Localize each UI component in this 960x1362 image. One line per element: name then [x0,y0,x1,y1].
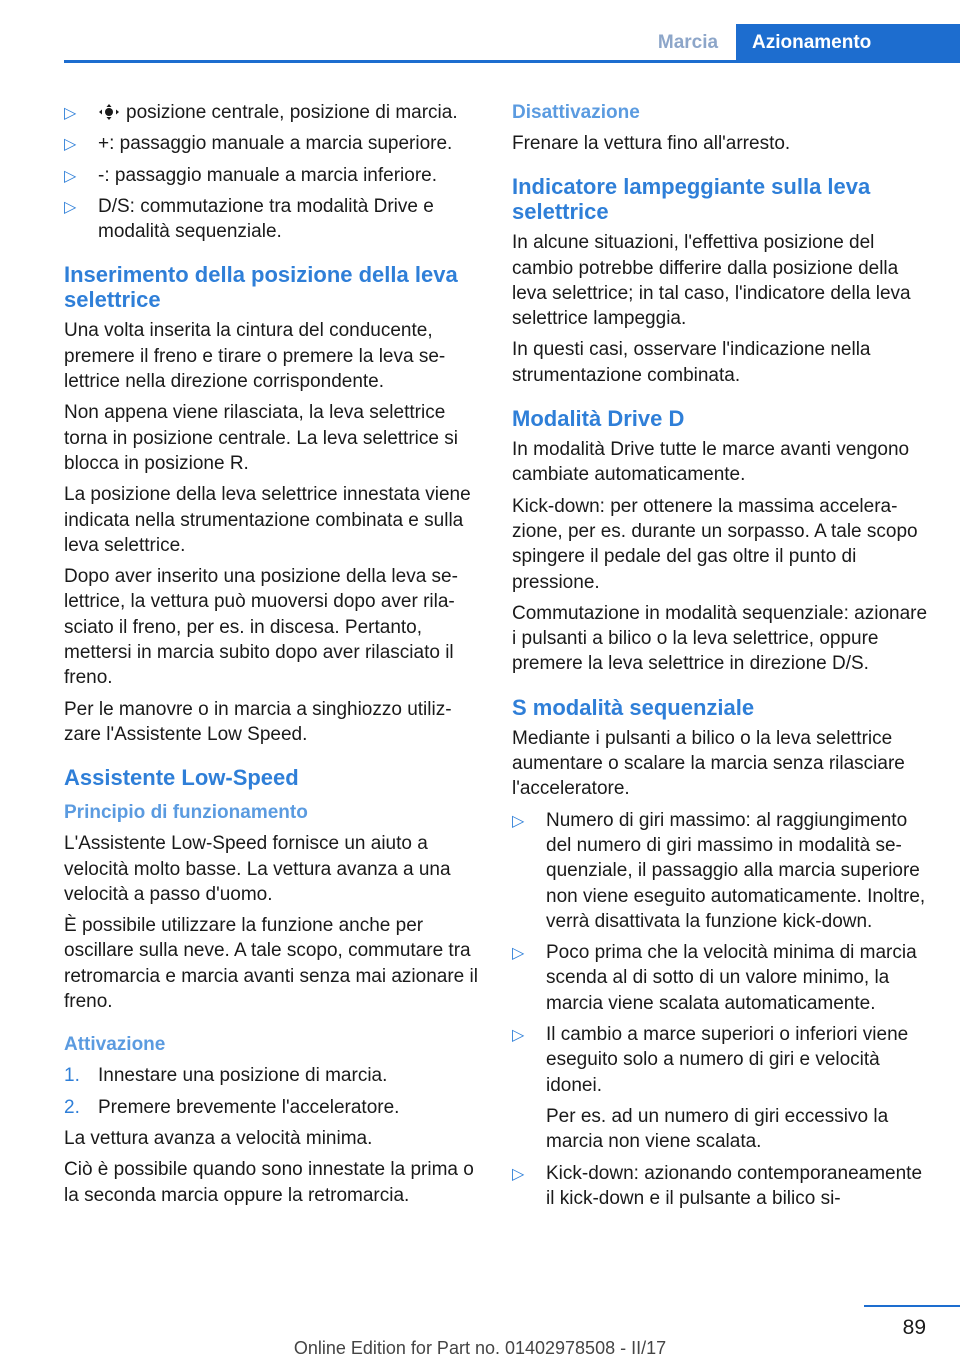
lever-positions-list [64,100,479,244]
paragraph: Non appena viene rilasciata, la leva selettrice torna in posizione centrale. La leva selettrice si blocca in posizione R. [64,402,458,474]
list-item-text: -: passaggio manuale a marcia inferiore. [98,164,438,186]
step-number: 1. [64,1065,80,1087]
list-item [64,131,479,156]
triangle-right-outline-icon: ▷ [512,945,525,963]
paragraph: È possibile utilizzare la funzione anche per oscillare sulla neve. A tale scopo, commutare tra retromarcia e marcia avanti senza mai azionare il freno. [64,915,478,1013]
step-number: 2. [64,1096,80,1118]
list-item-text: Il cambio a marce superiori o inferiori viene eseguito solo a numero di giri e velocità idonei. [546,1024,909,1096]
footer-edition-text: Online Edition for Part no. 01402978508 - II/17 [293,1338,667,1358]
paragraph: In modalità Drive tutte le marce avanti vengono cambiate automaticamente. [512,439,910,486]
step-text: Premere brevemente l'acceleratore. [98,1096,400,1118]
triangle-right-outline-icon: ▷ [64,167,77,185]
list-item [64,100,479,125]
paragraph: Frenare la vettura fino all'arresto. [512,133,791,154]
footer-rule [864,1305,960,1307]
section-heading: Assistente Low-Speed [64,765,299,791]
sequential-mode-list [512,808,928,1211]
list-item-text: Poco prima che la velocità minima di marcia scenda al di sotto di un valore minimo, la marcia viene scalata automaticamente. [546,942,917,1014]
paragraph: Dopo aver inserito una posizione della leva selettrice, la vettura può muoversi dopo aver rilasciato il freno, per es. in discesa. Pertanto, mettersi in marcia subito dopo aver rilasciato il freno. [64,566,458,689]
paragraph: In alcune situazioni, l'effettiva posizione del cambio potrebbe differire dalla posizione della leva selettrice; in tal caso, l'indicatore della leva selettrice lampeggia. [512,232,911,330]
section-heading: Modalità Drive D [512,406,685,432]
list-item-text: Numero di giri massimo: al raggiungimento del numero di giri massimo in modalità sequenziale, il passaggio alla marcia superiore non viene eseguito automaticamente. Inoltre, verrà disattivata la funzione kick-down. [546,809,926,932]
list-item [64,1063,479,1088]
left-column [64,100,479,1214]
right-column [512,100,928,1217]
paragraph: Commutazione in modalità sequenziale: azionare i pulsanti a bilico o la leva selettrice, oppure premere la leva selettrice in direzione D/S. [512,602,928,675]
tab-azionamento: Azionamento [736,24,960,62]
header-rule [64,60,960,63]
list-item-note: Per es. ad un numero di giri eccessivo la marcia non viene scalata. [546,1105,889,1153]
list-item [64,1095,479,1120]
gear-lever-center-icon [98,104,120,120]
list-item-text: posizione centrale, posizione di marcia. [126,102,458,123]
step-text: Innestare una posizione di marcia. [98,1065,388,1087]
list-item [512,1161,928,1212]
header-tabs [640,24,960,62]
list-item [512,808,928,934]
activation-steps [64,1063,479,1120]
subsection-heading: Attivazione [64,1034,166,1056]
paragraph: Una volta inserita la cintura del conducente, premere il freno e tirare o premere la leva selettrice nella direzione corrispondente. [64,320,446,393]
list-item-text: +: passaggio manuale a marcia superiore. [98,133,453,155]
section-heading: Indicatore lampeggiante sulla leva selettrice [512,174,871,225]
list-item [64,194,479,245]
subsection-heading: Principio di funzionamento [64,802,308,824]
list-item [64,163,479,188]
tab-marcia: Marcia [640,24,736,62]
page-number: 89 [902,1316,926,1339]
triangle-right-outline-icon: ▷ [512,812,525,830]
paragraph: L'Assistente Low-Speed fornisce un aiuto a velocità molto basse. La vettura avanza a una velocità a passo d'uomo. [64,833,451,905]
triangle-right-outline-icon: ▷ [512,1027,525,1045]
list-item [512,1022,928,1154]
triangle-right-outline-icon: ▷ [64,136,77,154]
triangle-right-outline-icon: ▷ [512,1165,525,1183]
paragraph: La vettura avanza a velocità minima. [64,1127,373,1149]
list-item [512,940,928,1016]
list-item-text: Kick-down: azionando contemporaneamente il kick-down e il pulsante a bilico si- [546,1162,923,1209]
paragraph: Ciò è possibile quando sono innestate la prima o la seconda marcia oppure la retromarcia. [64,1159,474,1206]
paragraph: La posizione della leva selettrice innestata viene indicata nella strumentazione combinata e sulla leva selettrice. [64,484,471,556]
triangle-right-outline-icon: ▷ [64,105,77,122]
list-item-text: D/S: commutazione tra modalità Drive e modalità sequenziale. [98,195,434,243]
paragraph: In questi casi, osservare l'indicazione nella strumentazione combinata. [512,339,871,386]
section-heading: S modalità sequenziale [512,694,755,720]
paragraph: Kick-down: per ottenere la massima accelerazione, per es. durante un sorpasso. A tale scopo spingere il pedale del gas oltre il punto di pressione. [512,495,918,593]
triangle-right-outline-icon: ▷ [64,198,77,216]
paragraph: Mediante i pulsanti a bilico o la leva selettrice aumentare o scalare la marcia senza rilasciare l'acceleratore. [512,727,905,800]
subsection-heading: Disattivazione [512,102,640,123]
section-heading: Inserimento della posizione della leva selettrice [64,262,458,313]
paragraph: Per le manovre o in marcia a singhiozzo utilizzare l'Assistente Low Speed. [64,698,452,745]
